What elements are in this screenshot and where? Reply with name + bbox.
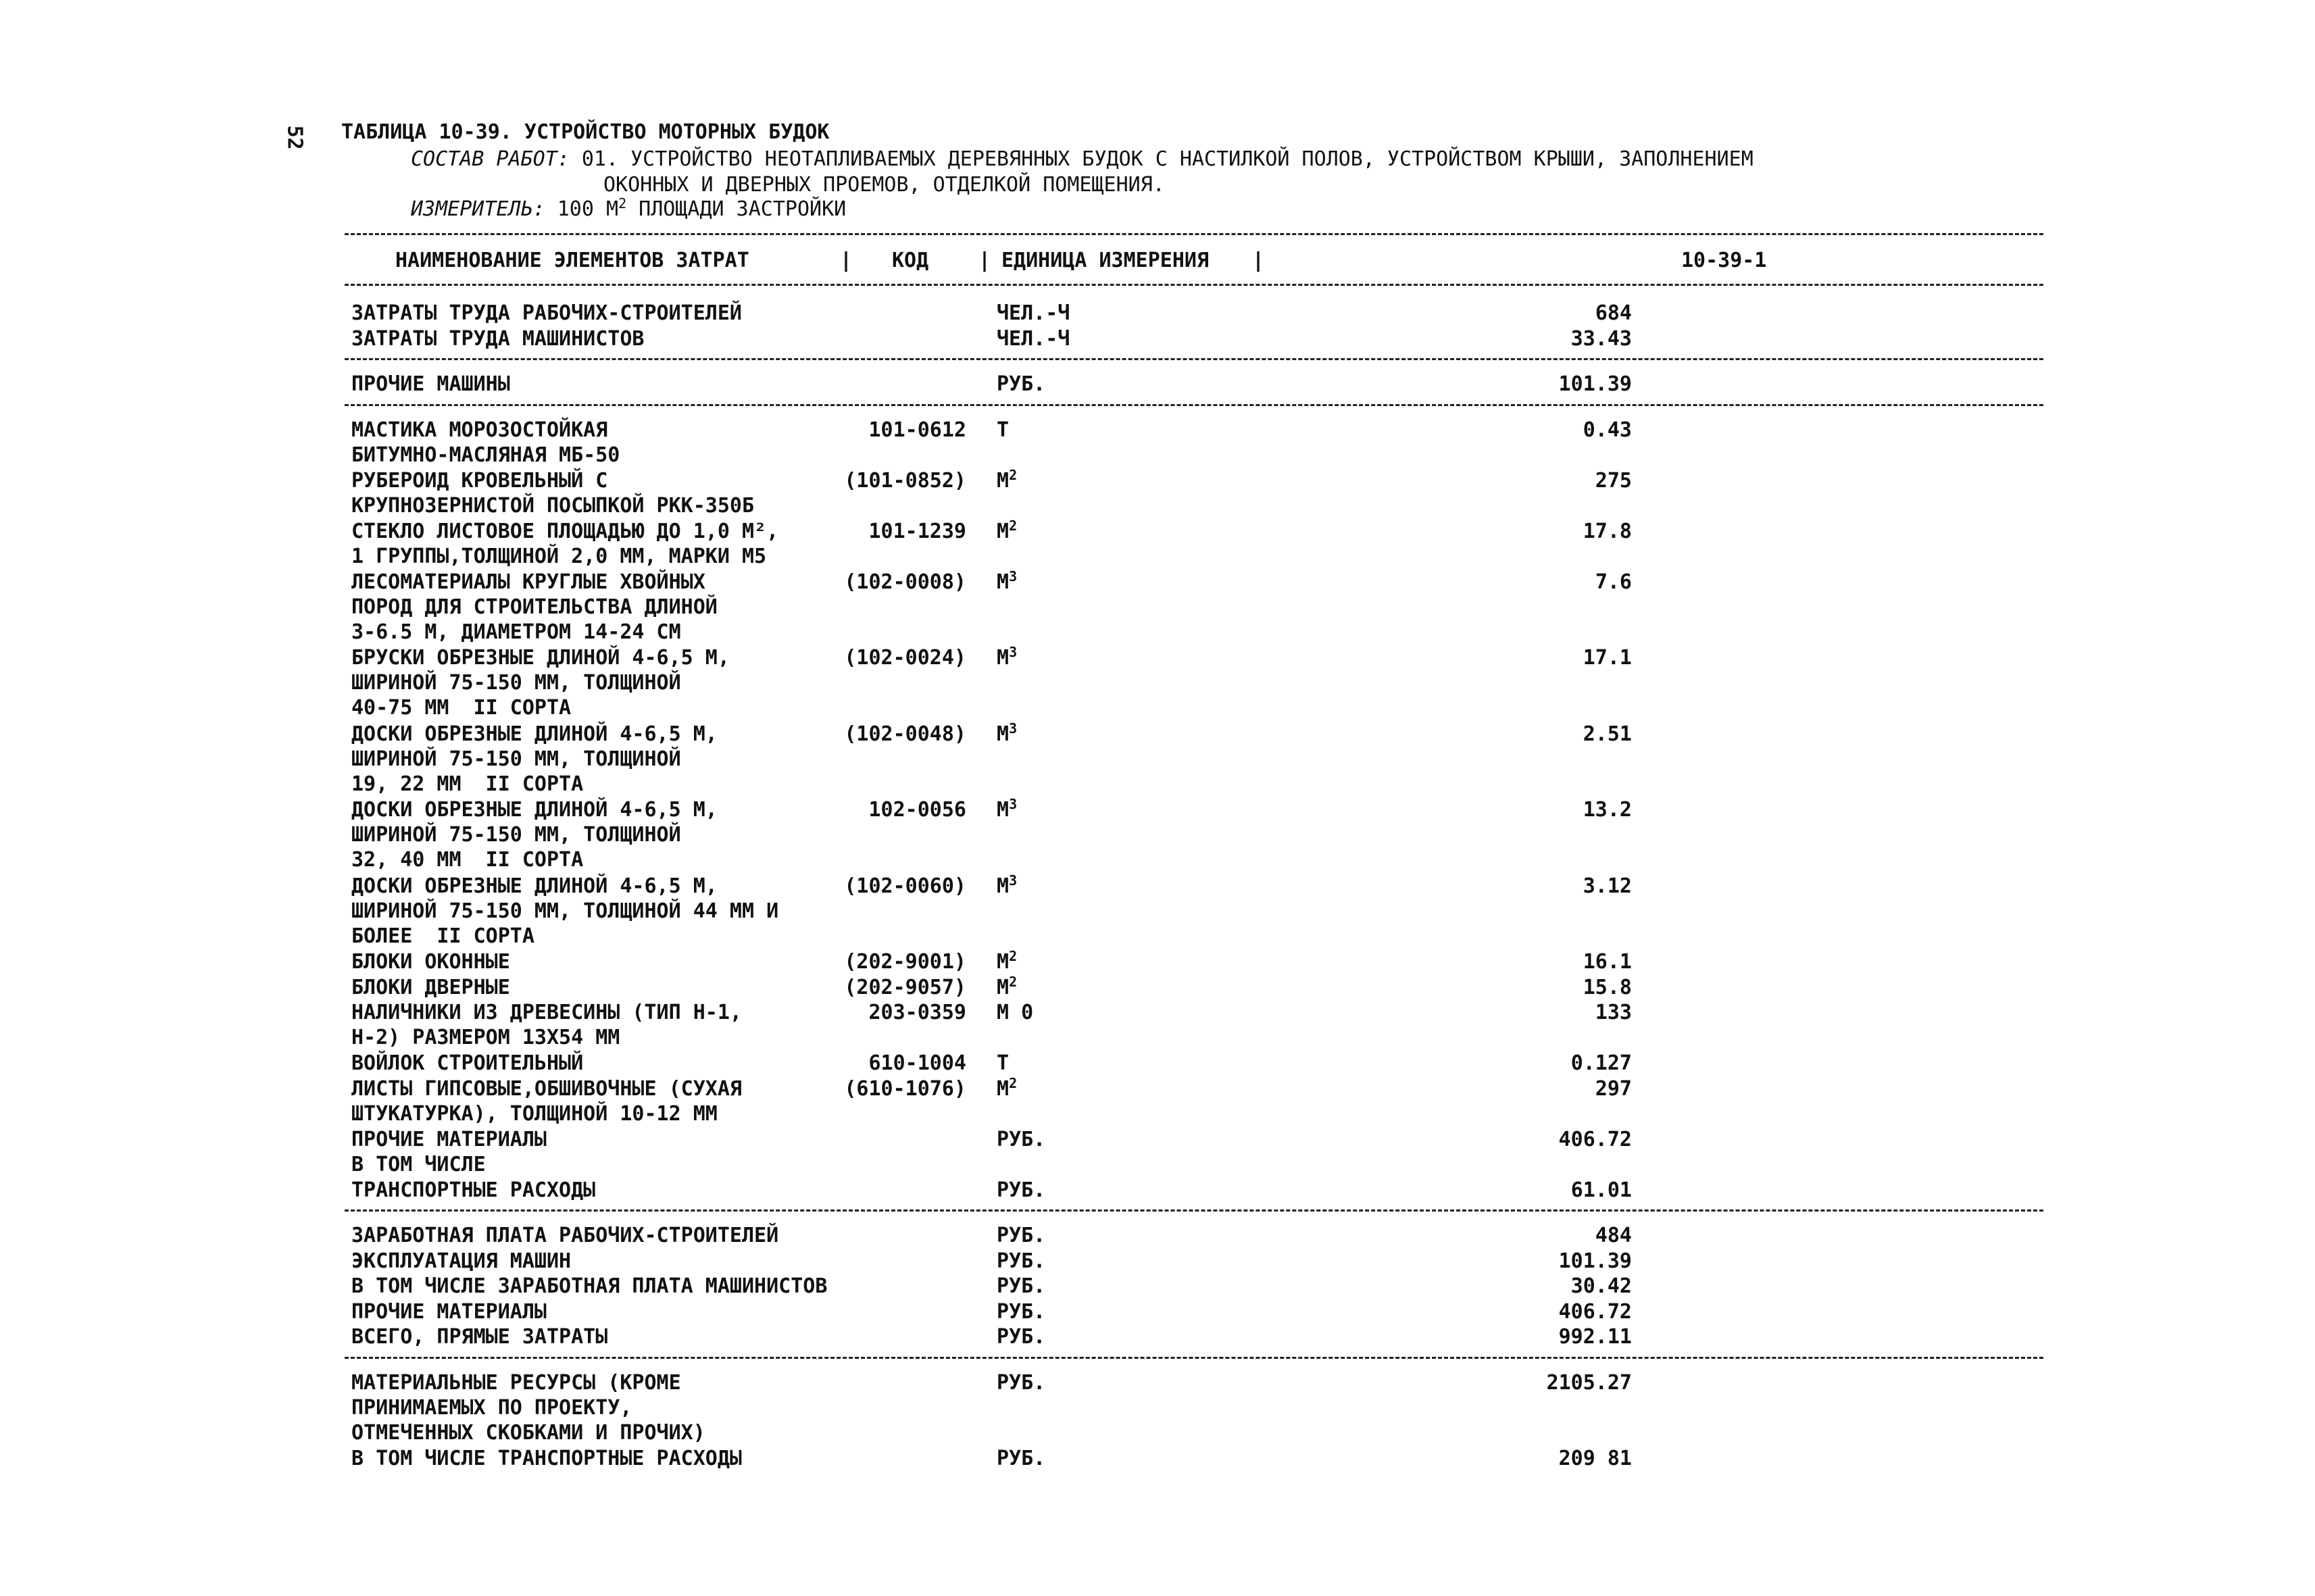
row-value: 2105.27 [1546, 1370, 1632, 1395]
row-name: ПРОЧИЕ МАШИНЫ [351, 372, 510, 396]
row-name: МАСТИКА МОРОЗОСТОЙКАЯ БИТУМНО-МАСЛЯНАЯ МБ-50 [351, 418, 620, 467]
row-code: 101-1239 [868, 519, 966, 543]
row-code: (102-0048) [844, 722, 966, 746]
row-value: 16.1 [1583, 950, 1632, 974]
row-name: ЛИСТЫ ГИПСОВЫЕ,ОБШИВОЧНЫЕ (СУХАЯ ШТУКАТУРКА), ТОЛЩИНОЙ 10-12 ММ [351, 1076, 742, 1126]
meter-line [411, 197, 846, 221]
row-name: ДОСКИ ОБРЕЗНЫЕ ДЛИНОЙ 4-6,5 М, ШИРИНОЙ 75-150 ММ, ТОЛЩИНОЙ 19, 22 ММ II СОРТА [351, 722, 718, 796]
row-value: 17.1 [1583, 646, 1632, 670]
row-name: СТЕКЛО ЛИСТОВОЕ ПЛОЩАДЬЮ ДО 1,0 М², 1 ГРУППЫ,ТОЛЩИНОЙ 2,0 ММ, МАРКИ М5 [351, 519, 779, 568]
header-name: НАИМЕНОВАНИЕ ЭЛЕМЕНТОВ ЗАТРАТ [395, 249, 749, 272]
row-value: 61.01 [1570, 1178, 1632, 1202]
meter-value: 100 $М^2$ ПЛОЩАДИ ЗАСТРОЙКИ [557, 195, 847, 221]
row-code: 203-0359 [868, 1001, 966, 1024]
row-unit: РУБ. [997, 1178, 1046, 1202]
row-unit: РУБ. [997, 1325, 1046, 1349]
section-rule [345, 1357, 2043, 1359]
row-unit: $М^3$ [997, 796, 1018, 822]
work-composition-line-1 [411, 147, 1753, 171]
header-unit: ЕДИНИЦА ИЗМЕРЕНИЯ [1001, 249, 1210, 272]
row-unit: $М^3$ [997, 720, 1018, 746]
row-name: БЛОКИ ДВЕРНЫЕ [351, 975, 510, 999]
row-unit: РУБ. [997, 1224, 1046, 1247]
row-name: ВОЙЛОК СТРОИТЕЛЬНЫЙ [351, 1051, 584, 1075]
row-name: ЗАТРАТЫ ТРУДА МАШИНИСТОВ [351, 326, 645, 351]
header-sep-1: | [840, 249, 853, 272]
section-rule [345, 358, 2043, 360]
meter-label: ИЗМЕРИТЕЛЬ: [411, 197, 545, 221]
row-value: 133 [1595, 1001, 1632, 1024]
work-composition-text-2: ОКОННЫХ И ДВЕРНЫХ ПРОЕМОВ, ОТДЕЛКОЙ ПОМЕЩЕНИЯ. [603, 173, 1165, 197]
row-value: 13.2 [1583, 798, 1632, 822]
row-unit: РУБ. [997, 1127, 1046, 1151]
row-value: 406.72 [1558, 1299, 1632, 1324]
row-code: (102-0060) [844, 874, 966, 898]
row-unit: ЧЕЛ.-Ч [997, 301, 1070, 325]
row-value: 406.72 [1558, 1127, 1632, 1151]
row-value: 15.8 [1583, 975, 1632, 999]
row-code: (610-1076) [844, 1076, 966, 1101]
row-unit: $М^2$ [997, 466, 1018, 493]
work-composition-text-1: 01. УСТРОЙСТВО НЕОТАПЛИВАЕМЫХ ДЕРЕВЯННЫХ БУДОК С НАСТИЛКОЙ ПОЛОВ, УСТРОЙСТВОМ КРЫШИ, ЗАПОЛНЕНИЕМ [581, 147, 1753, 171]
row-unit: $М^2$ [997, 973, 1018, 999]
header-bottom-rule [345, 284, 2043, 286]
header-code: КОД [892, 249, 929, 272]
page-number: 52 [282, 125, 307, 150]
row-value: 684 [1595, 301, 1632, 325]
row-unit: $М^3$ [997, 644, 1018, 670]
work-composition-line-2 [603, 173, 1165, 197]
row-code: 610-1004 [868, 1051, 966, 1075]
header-sep-2: | [978, 249, 991, 272]
row-name: ЛЕСОМАТЕРИАЛЫ КРУГЛЫЕ ХВОЙНЫХ ПОРОД ДЛЯ СТРОИТЕЛЬСТВА ДЛИНОЙ 3-6.5 М, ДИАМЕТРОМ 14-24 СМ [351, 570, 718, 644]
row-value: 7.6 [1595, 570, 1632, 594]
row-name: ДОСКИ ОБРЕЗНЫЕ ДЛИНОЙ 4-6,5 М, ШИРИНОЙ 75-150 ММ, ТОЛЩИНОЙ 32, 40 ММ II СОРТА [351, 798, 718, 872]
row-unit: РУБ. [997, 1447, 1046, 1470]
row-code: (102-0008) [844, 570, 966, 594]
row-unit: Т [997, 418, 1010, 442]
section-rule [345, 1210, 2043, 1212]
row-name: ВСЕГО, ПРЯМЫЕ ЗАТРАТЫ [351, 1325, 608, 1349]
row-name: ТРАНСПОРТНЫЕ РАСХОДЫ [351, 1178, 596, 1202]
row-code: 102-0056 [868, 798, 966, 822]
row-unit: М 0 [997, 1001, 1034, 1024]
table-title: ТАБЛИЦА 10-39. УСТРОЙСТВО МОТОРНЫХ БУДОК [341, 120, 830, 144]
row-name: НАЛИЧНИКИ ИЗ ДРЕВЕСИНЫ (ТИП Н-1, Н-2) РАЗМЕРОМ 13Х54 ММ [351, 1001, 742, 1049]
header-sep-3: | [1252, 249, 1265, 272]
row-unit: РУБ. [997, 1299, 1046, 1324]
row-value: 30.42 [1570, 1274, 1632, 1298]
row-value: 992.11 [1558, 1325, 1632, 1349]
row-value: 17.8 [1583, 519, 1632, 543]
row-unit: РУБ. [997, 1249, 1046, 1273]
row-value: 275 [1595, 468, 1632, 493]
row-unit: $М^2$ [997, 517, 1018, 543]
row-name: В ТОМ ЧИСЛЕ ЗАРАБОТНАЯ ПЛАТА МАШИНИСТОВ [351, 1274, 828, 1298]
row-unit: РУБ. [997, 1274, 1046, 1298]
row-name: ДОСКИ ОБРЕЗНЫЕ ДЛИНОЙ 4-6,5 М, ШИРИНОЙ 75-150 ММ, ТОЛЩИНОЙ 44 ММ И БОЛЕЕ II СОРТА [351, 874, 779, 948]
row-unit: $М^2$ [997, 948, 1018, 974]
row-name: ЗАТРАТЫ ТРУДА РАБОЧИХ-СТРОИТЕЛЕЙ [351, 301, 742, 325]
row-name: ЭКСПЛУАТАЦИЯ МАШИН [351, 1249, 572, 1273]
row-unit: $М^3$ [997, 872, 1018, 898]
row-value: 2.51 [1583, 722, 1632, 746]
work-composition-label: СОСТАВ РАБОТ: [411, 147, 570, 171]
row-value: 209 81 [1558, 1447, 1632, 1470]
row-name: БРУСКИ ОБРЕЗНЫЕ ДЛИНОЙ 4-6,5 М, ШИРИНОЙ 75-150 ММ, ТОЛЩИНОЙ 40-75 ММ II СОРТА [351, 646, 730, 720]
row-name: БЛОКИ ОКОННЫЕ [351, 950, 510, 974]
row-value: 484 [1595, 1224, 1632, 1247]
row-value: 101.39 [1558, 372, 1632, 396]
row-value: 33.43 [1570, 326, 1632, 351]
row-code: (101-0852) [844, 468, 966, 493]
row-code: (102-0024) [844, 646, 966, 670]
row-name: РУБЕРОИД КРОВЕЛЬНЫЙ С КРУПНОЗЕРНИСТОЙ ПОСЫПКОЙ РКК-350Б [351, 468, 755, 518]
row-value: 3.12 [1583, 874, 1632, 898]
row-code: (202-9001) [844, 950, 966, 974]
row-name: ЗАРАБОТНАЯ ПЛАТА РАБОЧИХ-СТРОИТЕЛЕЙ [351, 1224, 779, 1247]
row-value: 0.127 [1570, 1051, 1632, 1075]
row-name: ПРОЧИЕ МАТЕРИАЛЫ В ТОМ ЧИСЛЕ [351, 1127, 547, 1176]
row-code: (202-9057) [844, 975, 966, 999]
row-unit: Т [997, 1051, 1010, 1075]
row-code: 101-0612 [868, 418, 966, 442]
header-top-rule [345, 233, 2043, 235]
row-value: 101.39 [1558, 1249, 1632, 1273]
row-value: 0.43 [1583, 418, 1632, 442]
section-rule [345, 404, 2043, 406]
row-value: 297 [1595, 1076, 1632, 1101]
row-unit: РУБ. [997, 1370, 1046, 1395]
row-name: В ТОМ ЧИСЛЕ ТРАНСПОРТНЫЕ РАСХОДЫ [351, 1447, 742, 1470]
row-unit: ЧЕЛ.-Ч [997, 326, 1070, 351]
row-unit: РУБ. [997, 372, 1046, 396]
row-unit: $М^3$ [997, 568, 1018, 594]
header-column-id: 10-39-1 [1681, 249, 1767, 272]
row-name: ПРОЧИЕ МАТЕРИАЛЫ [351, 1299, 547, 1324]
row-name: МАТЕРИАЛЬНЫЕ РЕСУРСЫ (КРОМЕ ПРИНИМАЕМЫХ ПО ПРОЕКТУ, ОТМЕЧЕННЫХ СКОБКАМИ И ПРОЧИХ) [351, 1370, 705, 1445]
row-unit: $М^2$ [997, 1074, 1018, 1101]
